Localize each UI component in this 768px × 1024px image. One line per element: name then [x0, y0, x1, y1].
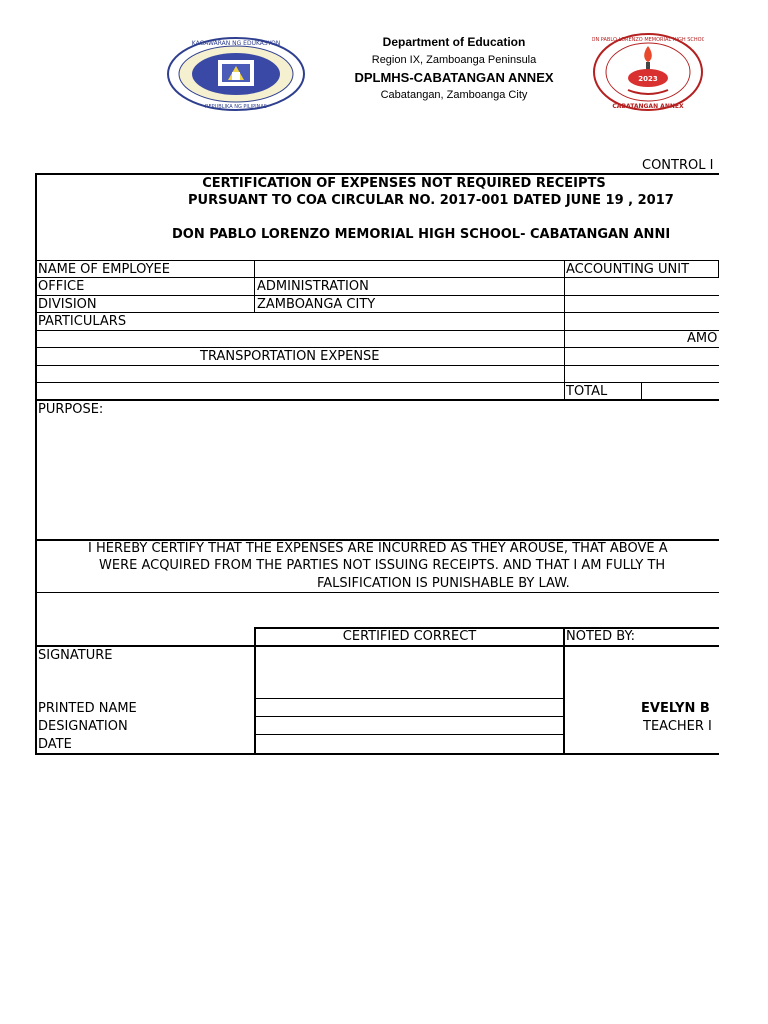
office-value: ADMINISTRATION [257, 279, 369, 294]
department-name: Department of Education [382, 35, 526, 49]
form-title-line2: PURSUANT TO COA CIRCULAR NO. 2017-001 DATED JUNE 19 , 2017 [188, 193, 674, 208]
school-full-name: DON PABLO LORENZO MEMORIAL HIGH SCHOOL- CABATANGAN ANNI [172, 227, 671, 242]
deped-seal-text-top: KAGAWARAN NG EDUKASYON [191, 40, 281, 47]
printed-name-field[interactable] [257, 700, 561, 715]
name-of-employee-field[interactable] [257, 262, 557, 277]
purpose-field[interactable] [38, 420, 708, 530]
printed-name-label: PRINTED NAME [38, 701, 137, 716]
certification-line3: FALSIFICATION IS PUNISHABLE BY LAW. [317, 576, 570, 591]
signature-label: SIGNATURE [38, 648, 113, 663]
form-title-line1: CERTIFICATION OF EXPENSES NOT REQUIRED RECEIPTS [202, 176, 606, 191]
school-short-name: DPLMHS-CABATANGAN ANNEX [354, 70, 554, 85]
school-seal-year: 2023 [638, 75, 658, 83]
division-label: DIVISION [38, 297, 97, 312]
total-label: TOTAL [566, 384, 608, 399]
noted-by-designation: TEACHER I [643, 719, 712, 734]
school-seal-text-bottom: CABATANGAN ANNEX [612, 103, 684, 110]
deped-seal-text-bottom: REPUBLIKA NG PILIPINAS [205, 104, 267, 110]
accounting-unit-label: ACCOUNTING UNIT [566, 262, 690, 277]
division-value: ZAMBOANGA CITY [257, 297, 376, 312]
certification-line2: WERE ACQUIRED FROM THE PARTIES NOT ISSUING RECEIPTS. AND THAT I AM FULLY TH [99, 558, 666, 573]
date-label: DATE [38, 737, 72, 752]
school-address: Cabatangan, Zamboanga City [380, 89, 528, 101]
certified-correct-label: CERTIFIED CORRECT [342, 629, 477, 644]
control-number-label: CONTROL I [642, 158, 714, 173]
designation-field[interactable] [257, 718, 561, 733]
signature-field[interactable] [257, 648, 561, 696]
school-seal-text-top: DON PABLO LORENZO MEMORIAL HIGH SCHOOL [592, 37, 704, 43]
designation-label: DESIGNATION [38, 719, 128, 734]
amount-label: AMO [687, 331, 718, 346]
particular-item-transportation: TRANSPORTATION EXPENSE [200, 349, 380, 364]
region-name: Region IX, Zamboanga Peninsula [371, 54, 537, 66]
noted-by-name: EVELYN B [641, 701, 710, 716]
date-field[interactable] [257, 736, 561, 751]
particulars-label: PARTICULARS [38, 314, 127, 329]
name-of-employee-label: NAME OF EMPLOYEE [38, 262, 170, 277]
certification-line1: I HEREBY CERTIFY THAT THE EXPENSES ARE INCURRED AS THEY AROUSE, THAT ABOVE A [88, 541, 668, 556]
office-label: OFFICE [38, 279, 85, 294]
purpose-label: PURPOSE: [38, 402, 104, 417]
noted-by-label: NOTED BY: [566, 629, 636, 644]
